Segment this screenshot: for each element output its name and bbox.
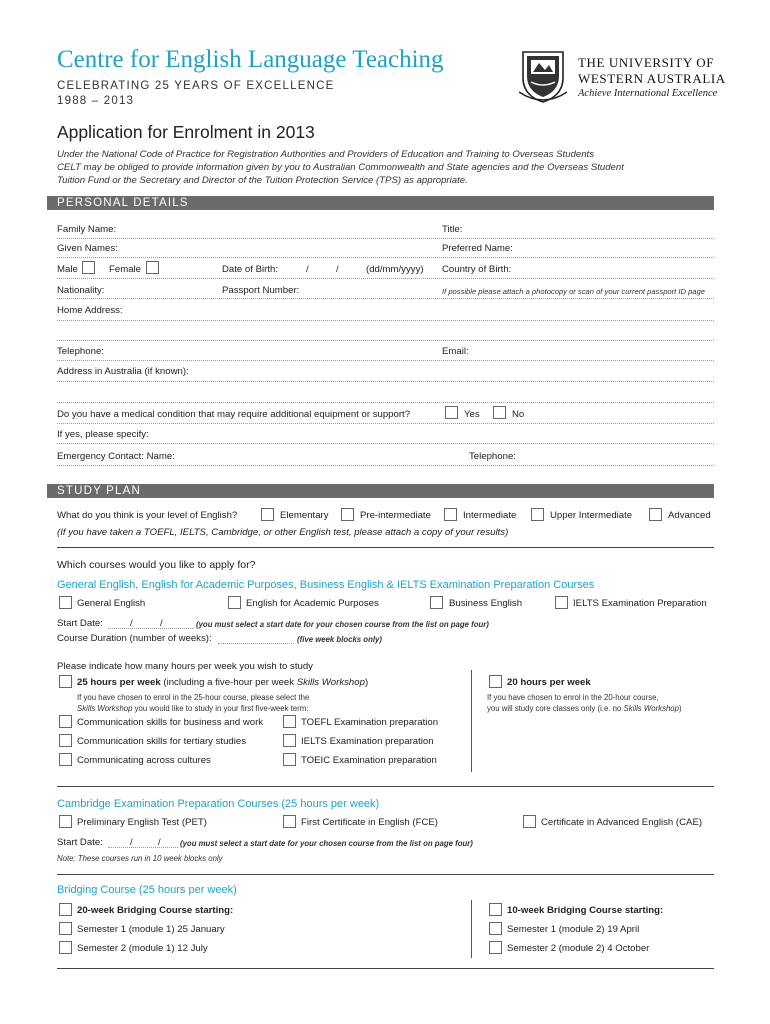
title-label: Title:	[442, 224, 463, 235]
duration-field[interactable]	[218, 643, 294, 644]
field-line[interactable]	[57, 443, 714, 444]
workshop-ielts-checkbox[interactable]	[283, 734, 296, 747]
paren-close: )	[678, 704, 682, 713]
level-question: What do you think is your level of English?	[57, 510, 238, 521]
workshop-toeic-checkbox[interactable]	[283, 753, 296, 766]
pet-checkbox[interactable]	[59, 815, 72, 828]
start-date-label: Start Date:	[57, 837, 103, 848]
duration-label: Course Duration (number of weeks):	[57, 633, 212, 644]
workshop-label: Communicating across cultures	[77, 755, 211, 766]
date-slash: /	[130, 837, 133, 848]
medical-yes-checkbox[interactable]	[445, 406, 458, 419]
if-yes-label: If yes, please specify:	[57, 429, 149, 440]
university-name-line2: WESTERN AUSTRALIA	[578, 71, 726, 86]
bridging-20-label: 20-week Bridging Course starting:	[77, 905, 234, 916]
course-label: English for Academic Purposes	[246, 598, 379, 609]
hours-20-note	[487, 692, 682, 714]
study-plan-heading: STUDY PLAN	[47, 484, 714, 498]
dob-label: Date of Birth:	[222, 264, 278, 275]
telephone-label: Telephone:	[57, 346, 104, 357]
level-label: Intermediate	[463, 510, 517, 521]
bridging-10-checkbox[interactable]	[489, 903, 502, 916]
course-label: Preliminary English Test (PET)	[77, 817, 207, 828]
business-english-checkbox[interactable]	[430, 596, 443, 609]
note-line: If you have chosen to enrol in the 20-hour course,	[487, 693, 659, 702]
course-label: Certificate in Advanced English (CAE)	[541, 817, 703, 828]
emergency-telephone-label: Telephone:	[469, 451, 516, 462]
note-italic: Skills Workshop	[623, 704, 679, 713]
start-date-field[interactable]	[108, 628, 193, 629]
level-upper-intermediate-checkbox[interactable]	[531, 508, 544, 521]
given-names-label: Given Names:	[57, 243, 118, 254]
hours-20-label: 20 hours per week	[507, 677, 591, 688]
preferred-name-label: Preferred Name:	[442, 243, 513, 254]
bridging-option-label: Semester 1 (module 2) 19 April	[507, 924, 640, 935]
test-note: (If you have taken a TOEFL, IELTS, Cambridge, or other English test, please attach a copy of your results)	[57, 527, 509, 538]
level-label: Upper Intermediate	[550, 510, 633, 521]
address-australia-label: Address in Australia (if known):	[57, 366, 189, 377]
bridging-20-s1-checkbox[interactable]	[59, 922, 72, 935]
skills-workshop-text: Skills Workshop	[296, 677, 365, 688]
years-line: 1988 – 2013	[57, 95, 135, 107]
bridging-option-label: Semester 2 (module 2) 4 October	[507, 943, 650, 954]
bridging-option-label: Semester 2 (module 1) 12 July	[77, 943, 208, 954]
workshop-label: TOEIC Examination preparation	[301, 755, 437, 766]
bridging-20-checkbox[interactable]	[59, 903, 72, 916]
level-label: Elementary	[280, 510, 329, 521]
date-slash: /	[130, 618, 133, 629]
centre-title: Centre for English Language Teaching	[57, 46, 444, 73]
bridging-heading: Bridging Course (25 hours per week)	[57, 884, 237, 896]
field-line[interactable]	[57, 423, 714, 424]
level-elementary-checkbox[interactable]	[261, 508, 274, 521]
course-label: Business English	[449, 598, 523, 609]
start-date-note: (you must select a start date for your chosen course from the list on page four)	[196, 620, 489, 629]
personal-details-heading: PERSONAL DETAILS	[47, 196, 714, 210]
intro-line: Under the National Code of Practice for Registration Authorities and Providers of Education and Training to Overseas Students	[57, 149, 595, 160]
date-slash: /	[160, 618, 163, 629]
passport-label: Passport Number:	[222, 285, 300, 296]
passport-note: If possible please attach a photocopy or scan of your current passport ID page	[442, 287, 705, 296]
bridging-10-s1-checkbox[interactable]	[489, 922, 502, 935]
level-label: Pre-intermediate	[360, 510, 431, 521]
no-label: No	[512, 409, 525, 420]
paren-close: )	[364, 677, 369, 688]
dob-slash: /	[306, 264, 309, 275]
note-line: If you have chosen to enrol in the 25-hour course, please select the	[77, 693, 310, 702]
field-line[interactable]	[57, 465, 714, 466]
general-english-checkbox[interactable]	[59, 596, 72, 609]
level-advanced-checkbox[interactable]	[649, 508, 662, 521]
field-line[interactable]	[57, 402, 714, 403]
field-line[interactable]	[57, 340, 714, 341]
level-label: Advanced	[668, 510, 711, 521]
male-checkbox[interactable]	[82, 261, 95, 274]
dob-slash: /	[336, 264, 339, 275]
field-line[interactable]	[57, 278, 714, 279]
male-label: Male	[57, 264, 78, 275]
dob-format: (dd/mm/yyyy)	[366, 264, 424, 275]
emergency-contact-label: Emergency Contact: Name:	[57, 451, 175, 462]
country-of-birth-label: Country of Birth:	[442, 264, 512, 275]
eap-checkbox[interactable]	[228, 596, 241, 609]
workshop-label: TOEFL Examination preparation	[301, 717, 439, 728]
hours-20-checkbox[interactable]	[489, 675, 502, 688]
divider	[57, 547, 714, 548]
course-label: First Certificate in English (FCE)	[301, 817, 439, 828]
intro-line: CELT may be obliged to provide information given by you to Australian Commonwealth and State agencies and the Overseas Student	[57, 162, 624, 173]
email-label: Email:	[442, 346, 469, 357]
divider	[57, 968, 714, 969]
cambridge-heading: Cambridge Examination Preparation Courses (25 hours per week)	[57, 798, 380, 810]
hours-question: Please indicate how many hours per week you wish to study	[57, 661, 313, 672]
divider	[57, 874, 714, 875]
field-line[interactable]	[57, 238, 714, 239]
workshop-cultures-checkbox[interactable]	[59, 753, 72, 766]
workshop-business-checkbox[interactable]	[59, 715, 72, 728]
field-line[interactable]	[57, 257, 714, 258]
note-line: you will study core classes only (i.e. no	[487, 704, 624, 713]
workshop-label: Communication skills for tertiary studies	[77, 736, 247, 747]
duration-note: (five week blocks only)	[297, 635, 382, 644]
medical-question: Do you have a medical condition that may require additional equipment or support?	[57, 409, 411, 420]
hours-25-bold: 25 hours per week	[77, 677, 161, 688]
level-preintermediate-checkbox[interactable]	[341, 508, 354, 521]
form-title: Application for Enrolment in 2013	[57, 122, 315, 142]
divider	[57, 786, 714, 787]
column-divider	[471, 900, 472, 958]
bridging-20-s2-checkbox[interactable]	[59, 941, 72, 954]
level-intermediate-checkbox[interactable]	[444, 508, 457, 521]
start-date-note: (you must select a start date for your chosen course from the list on page four)	[180, 839, 473, 848]
nationality-label: Nationality:	[57, 285, 105, 296]
field-line[interactable]	[57, 360, 714, 361]
ielts-preparation-checkbox[interactable]	[555, 596, 568, 609]
female-label: Female	[109, 264, 141, 275]
university-name-line1: THE UNIVERSITY OF	[578, 55, 715, 70]
cae-checkbox[interactable]	[523, 815, 536, 828]
celebrating-line: CELEBRATING 25 YEARS OF EXCELLENCE	[57, 80, 335, 92]
bridging-10-s2-checkbox[interactable]	[489, 941, 502, 954]
hours-25-checkbox[interactable]	[59, 675, 72, 688]
medical-no-checkbox[interactable]	[493, 406, 506, 419]
hours-25-note	[77, 692, 309, 714]
workshop-label: IELTS Examination preparation	[301, 736, 434, 747]
workshop-toefl-checkbox[interactable]	[283, 715, 296, 728]
courses-question: Which courses would you like to apply for?	[57, 559, 256, 571]
family-name-label: Family Name:	[57, 224, 117, 235]
date-slash: /	[158, 837, 161, 848]
note-line: you would like to study in your first five-week term:	[132, 704, 309, 713]
start-date-label: Start Date:	[57, 618, 103, 629]
note-italic: Skills Workshop	[77, 704, 133, 713]
column-divider	[471, 670, 472, 772]
yes-label: Yes	[464, 409, 480, 420]
hours-25-label	[77, 677, 368, 688]
university-tagline: Achieve International Excellence	[578, 88, 718, 99]
female-checkbox[interactable]	[146, 261, 159, 274]
field-line[interactable]	[57, 298, 714, 299]
course-label: IELTS Examination Preparation	[573, 598, 707, 609]
home-address-label: Home Address:	[57, 305, 123, 316]
intro-line: Tuition Fund or the Secretary and Director of the Tuition Protection Service (TPS) as appropriate.	[57, 175, 468, 186]
course-label: General English	[77, 598, 146, 609]
intro-text	[57, 148, 697, 187]
fce-checkbox[interactable]	[283, 815, 296, 828]
general-courses-heading: General English, English for Academic Purposes, Business English & IELTS Examination Preparation Courses	[57, 579, 595, 591]
field-line[interactable]	[57, 320, 714, 321]
bridging-option-label: Semester 1 (module 1) 25 January	[77, 924, 225, 935]
cambridge-note: Note: These courses run in 10 week blocks only	[57, 854, 223, 863]
start-date-field[interactable]	[108, 847, 178, 848]
hours-25-text: (including a five-hour per week	[160, 677, 297, 688]
field-line[interactable]	[57, 381, 714, 382]
bridging-10-label: 10-week Bridging Course starting:	[507, 905, 664, 916]
workshop-tertiary-checkbox[interactable]	[59, 734, 72, 747]
workshop-label: Communication skills for business and work	[77, 717, 264, 728]
university-crest-icon	[519, 48, 567, 104]
